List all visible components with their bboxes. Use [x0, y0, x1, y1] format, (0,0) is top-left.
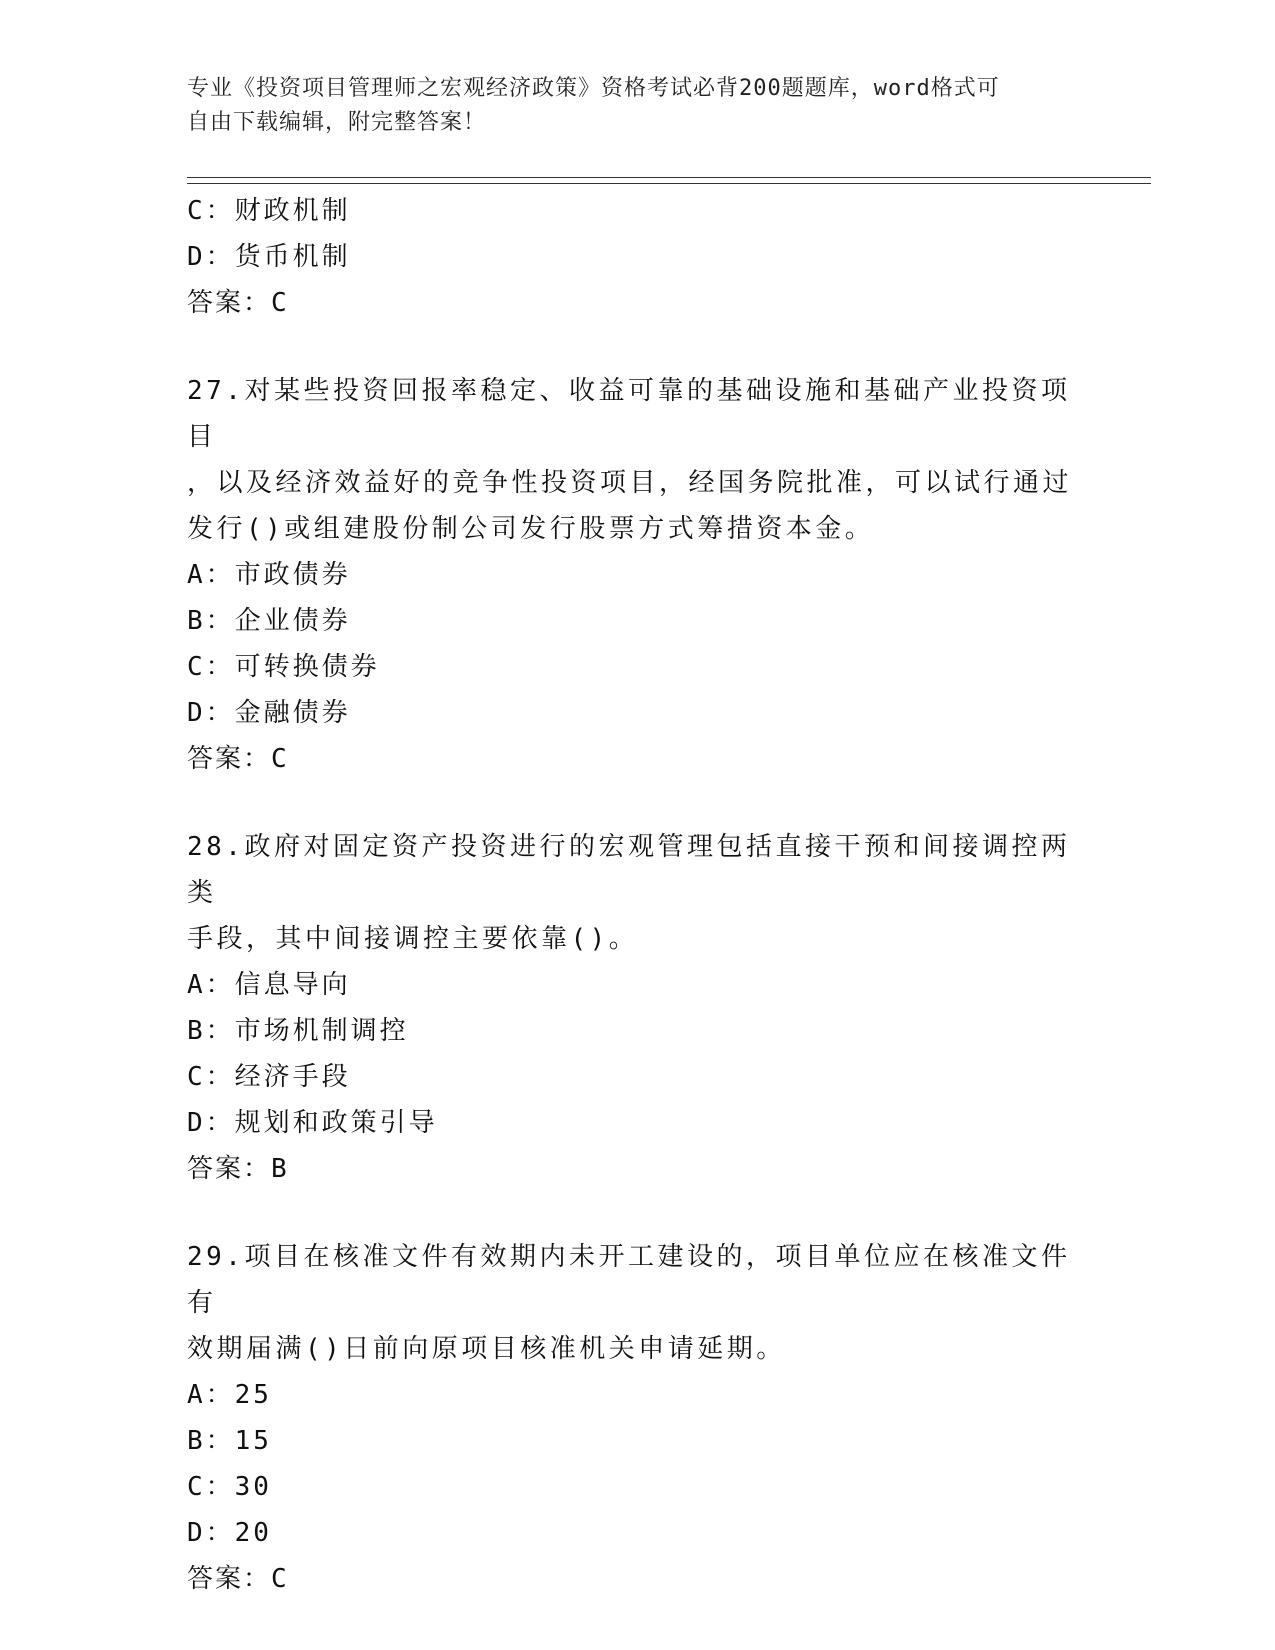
header-divider-bottom — [187, 183, 1151, 184]
stem-line: 效期届满()日前向原项目核准机关申请延期。 — [187, 1334, 786, 1364]
question-stem — [187, 824, 1087, 962]
question-28 — [187, 824, 1087, 1192]
header-divider-top — [187, 177, 1151, 178]
header-line-2: 自由下载编辑，附完整答案！ — [187, 110, 487, 135]
option-d: D：金融债券 — [187, 698, 351, 728]
question-29 — [187, 1234, 1087, 1602]
option-d: D：20 — [187, 1518, 272, 1548]
stem-line: 27.对某些投资回报率稳定、收益可靠的基础设施和基础产业投资项目 — [187, 376, 1071, 452]
question-stem — [187, 1234, 1087, 1372]
answer-line: 答案：B — [187, 1154, 289, 1184]
answer-line: 答案：C — [187, 1564, 289, 1594]
option-a: A：信息导向 — [187, 970, 351, 1000]
option-c: C：经济手段 — [187, 1062, 351, 1092]
question-list — [187, 188, 1087, 1602]
option-a: A：市政债券 — [187, 560, 351, 590]
option-d: D：货币机制 — [187, 242, 351, 272]
question-27 — [187, 368, 1087, 782]
answer-line: 答案：C — [187, 744, 289, 774]
question-stem — [187, 368, 1087, 552]
stem-line: 发行()或组建股份制公司发行股票方式筹措资本金。 — [187, 514, 875, 544]
stem-line: ，以及经济效益好的竞争性投资项目，经国务院批准，可以试行通过 — [187, 468, 1073, 498]
document-header — [187, 72, 1087, 140]
option-b: B：市场机制调控 — [187, 1016, 409, 1046]
option-c: C：30 — [187, 1472, 272, 1502]
option-a: A：25 — [187, 1380, 272, 1410]
stem-line: 手段，其中间接调控主要依靠()。 — [187, 924, 639, 954]
answer-line: 答案：C — [187, 288, 289, 318]
question-26-continued — [187, 188, 1087, 326]
option-c: C：可转换债券 — [187, 652, 380, 682]
header-line-1: 专业《投资项目管理师之宏观经济政策》资格考试必背200题题库，word格式可 — [187, 76, 1000, 101]
option-d: D：规划和政策引导 — [187, 1108, 438, 1138]
stem-line: 29.项目在核准文件有效期内未开工建设的，项目单位应在核准文件有 — [187, 1242, 1071, 1318]
option-c: C：财政机制 — [187, 196, 351, 226]
stem-line: 28.政府对固定资产投资进行的宏观管理包括直接干预和间接调控两类 — [187, 832, 1071, 908]
option-b: B：企业债券 — [187, 606, 351, 636]
option-b: B：15 — [187, 1426, 272, 1456]
